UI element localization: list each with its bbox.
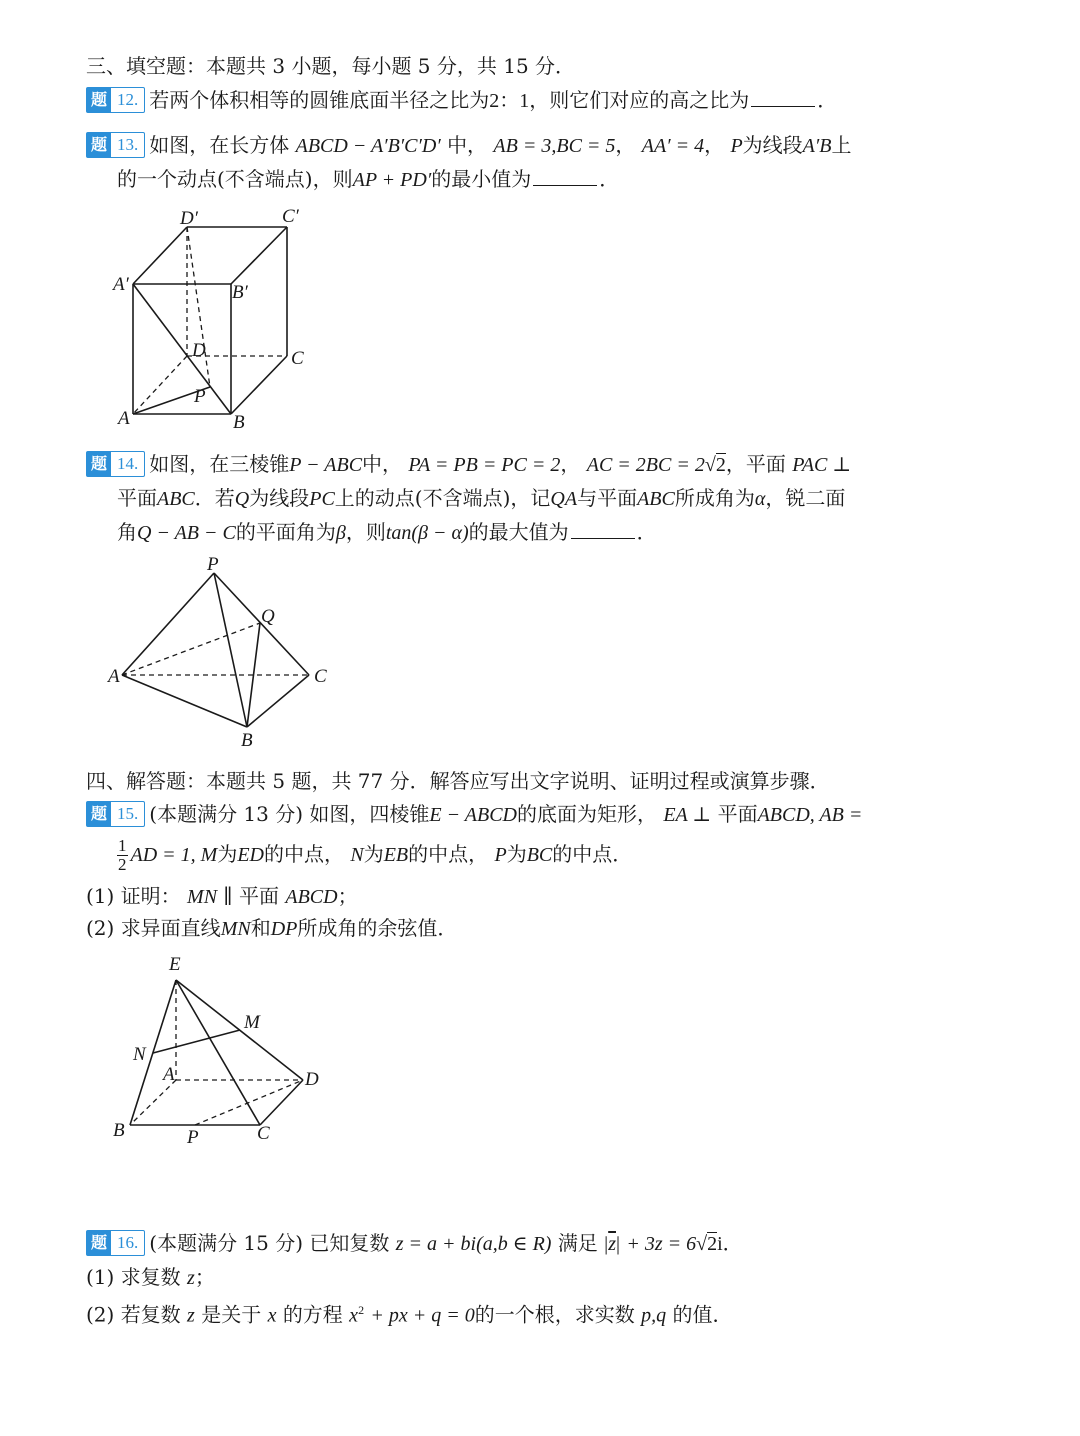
vertex-label-d1: D′ bbox=[180, 208, 198, 229]
fraction-one-half: $\frac{1}{2}$ bbox=[118, 836, 127, 874]
question-14-line-1: 题 14. 如图，在三棱锥P − ABC中， PA = PB = PC = 2， AC = 2BC = 2√2，平面 PAC ⊥ bbox=[86, 450, 851, 479]
vertex-label-b1: B′ bbox=[232, 282, 248, 303]
section-3-title: 三、填空题：本题共 3 小题，每小题 5 分，共 15 分． bbox=[86, 54, 576, 78]
pyramid-solid-edges bbox=[122, 573, 309, 727]
question-16-line-1: 题 16. (本题满分 15 分) 已知复数 z = a + bi(a,b ∈ R) 满足 $|\overline{z}| + 3z = 6√2i$． bbox=[86, 1229, 743, 1258]
question-16-part-1: (1) 求复数 z； bbox=[86, 1265, 215, 1289]
vertex-label-c: C bbox=[314, 666, 327, 687]
question-15-line-1: 题 15. (本题满分 13 分) 如图，四棱锥E − ABCD的底面为矩形， EA ⊥ 平面ABCD, AB = bbox=[86, 800, 862, 829]
pyramid-hidden-edges bbox=[122, 623, 309, 675]
figure-triangular-pyramid bbox=[100, 552, 350, 752]
question-14-line-3: 角Q − AB − C的平面角为β，则tan(β − α)的最大值为 ． bbox=[117, 520, 657, 544]
vertex-label-c1: C′ bbox=[282, 206, 299, 227]
section-4-title: 四、解答题：本题共 5 题，共 77 分．解答应写出文字说明、证明过程或演算步骤． bbox=[86, 769, 830, 793]
answer-blank bbox=[571, 520, 635, 539]
point-label-n: N bbox=[133, 1044, 146, 1065]
question-16-part-2: (2) 若复数 z 是关于 x 的方程 $x^2$ + px + q = 0的一个根，求实数 p,q 的值． bbox=[86, 1302, 733, 1327]
point-label-p: P bbox=[194, 386, 206, 407]
answer-blank bbox=[751, 88, 815, 107]
figure-cuboid bbox=[100, 200, 340, 440]
vertex-label-d: D bbox=[192, 340, 206, 361]
question-13-line-1: 题 13. 如图，在长方体 ABCD − A′B′C′D′ 中， AB = 3,BC = 5， AA′ = 4， P为线段A′B上 bbox=[86, 131, 851, 160]
question-15-part-1: (1) 证明： MN ∥ 平面 ABCD； bbox=[86, 884, 358, 908]
question-14-line-2: 平面ABC．若Q为线段PC上的动点(不含端点)，记QA与平面ABC所成角为α，锐二面 bbox=[117, 486, 846, 510]
figure-quadrilateral-pyramid bbox=[100, 950, 340, 1150]
vertex-label-b: B bbox=[241, 730, 253, 751]
point-label-q: Q bbox=[261, 606, 275, 627]
question-15-part-2: (2) 求异面直线MN和DP所成角的余弦值． bbox=[86, 916, 458, 940]
pyramid-solid-edges bbox=[130, 980, 303, 1125]
question-badge: 题 16. bbox=[86, 1230, 145, 1256]
question-badge: 题 14. bbox=[86, 451, 145, 477]
vertex-label-c: C bbox=[291, 348, 304, 369]
question-13-line-2: 的一个动点(不含端点)，则AP + PD′的最小值为 ． bbox=[117, 167, 620, 191]
vertex-label-a: A bbox=[108, 666, 120, 687]
vertex-label-a: A bbox=[118, 408, 130, 429]
vertex-label-e: E bbox=[169, 954, 181, 975]
vertex-label-p: P bbox=[207, 554, 219, 575]
question-15-line-2: $\frac{1}{2}$ AD = 1, M为ED的中点， N为EB的中点， P为BC的中点． bbox=[118, 836, 633, 874]
question-badge: 题 15. bbox=[86, 801, 145, 827]
vertex-label-d: D bbox=[305, 1069, 319, 1090]
question-badge: 题 12. bbox=[86, 87, 145, 113]
question-badge: 题 13. bbox=[86, 132, 145, 158]
point-label-m: M bbox=[244, 1012, 260, 1033]
vertex-label-a: A bbox=[163, 1064, 175, 1085]
answer-blank bbox=[533, 167, 597, 186]
vertex-label-a1: A′ bbox=[113, 274, 129, 295]
vertex-label-c: C bbox=[257, 1123, 270, 1144]
vertex-label-b: B bbox=[233, 412, 245, 433]
vertex-label-b: B bbox=[113, 1120, 125, 1141]
question-12: 题 12. 若两个体积相等的圆锥底面半径之比为2：1，则它们对应的高之比为 ． bbox=[86, 86, 837, 115]
cuboid-solid-edges bbox=[133, 227, 287, 414]
point-label-p: P bbox=[187, 1127, 199, 1148]
